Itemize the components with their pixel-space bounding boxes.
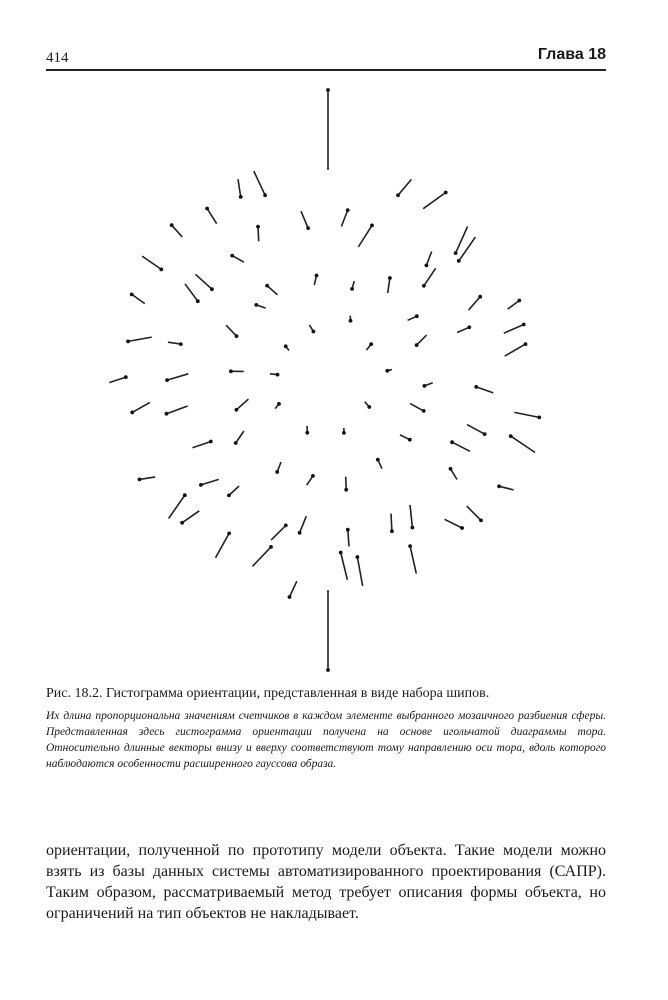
spike-dot <box>370 224 374 228</box>
spike-dot <box>356 555 360 559</box>
spike-needle <box>290 581 297 597</box>
spike-needle <box>341 553 348 580</box>
orientation-histogram-figure <box>0 80 668 680</box>
spike-dot <box>312 330 316 334</box>
spike-dot <box>170 223 174 227</box>
spike-needle <box>236 399 248 410</box>
spike-dot <box>209 440 213 444</box>
spike-needle <box>167 374 188 380</box>
spike-dot <box>165 412 169 416</box>
spike-needle <box>358 225 372 247</box>
spike-needle <box>254 171 265 195</box>
spike-needle <box>357 557 362 586</box>
spike-needle <box>169 495 185 518</box>
spike-dot <box>474 385 478 389</box>
spike-dot <box>346 528 350 532</box>
spike-dot <box>234 441 238 445</box>
spike-dot <box>124 375 128 379</box>
spike-needle <box>452 442 470 451</box>
page-number: 414 <box>46 50 69 66</box>
spike-dot <box>235 334 239 338</box>
spike-needle <box>216 533 230 557</box>
spike-dot <box>339 551 343 555</box>
spike-dot <box>388 276 392 280</box>
spike-needle <box>508 301 520 310</box>
spike-dot <box>254 303 258 307</box>
spike-dot <box>275 470 279 474</box>
spike-needle <box>238 179 241 197</box>
spike-dot <box>350 287 354 291</box>
spike-needle <box>185 284 198 301</box>
spike-needle <box>456 227 468 254</box>
spike-dot <box>284 344 288 348</box>
spike-needle <box>398 179 411 195</box>
spike-needle <box>424 268 436 286</box>
spike-dot <box>183 493 187 497</box>
spike-needle <box>426 252 431 266</box>
spike-dot <box>344 488 348 492</box>
spike-dot <box>306 226 310 230</box>
spike-needle <box>410 505 412 528</box>
spike-dot <box>205 207 209 211</box>
spike-dot <box>408 438 412 442</box>
spike-dot <box>256 225 260 229</box>
spike-dot <box>311 474 315 478</box>
spike-dot <box>229 369 233 373</box>
spike-dot <box>454 251 458 255</box>
spike-needle <box>172 225 182 237</box>
spike-needle <box>196 274 212 289</box>
spike-needle <box>511 436 535 452</box>
spike-dot <box>126 340 130 344</box>
spike-dot <box>165 378 169 382</box>
spike-dot <box>315 274 319 278</box>
spike-dot <box>390 529 394 533</box>
spike-dot <box>298 531 302 535</box>
spike-needle <box>300 516 307 533</box>
spike-dot <box>415 314 419 318</box>
spike-needle <box>226 325 236 336</box>
spike-dot <box>349 319 353 323</box>
spike-needle <box>467 425 485 435</box>
spike-dot <box>478 295 482 299</box>
spike-dot <box>277 402 281 406</box>
spike-needle <box>267 286 277 295</box>
body-paragraph: ориентации, полученной по прототипу модели объекта. Такие модели можно взять из базы данных системы автоматизированного проектирования (САПР). Таким образом, рассматриваемый метод требует описания формы объекта, но ограничений на тип объектов не накладывает. <box>46 842 606 922</box>
spike-dot <box>408 544 412 548</box>
spike-dot <box>457 259 461 263</box>
spike-needle <box>128 337 152 341</box>
spike-dot <box>425 264 429 268</box>
spike-dot <box>415 343 419 347</box>
spike-dot <box>537 416 541 420</box>
spike-dot <box>326 88 330 92</box>
spike-dot <box>396 193 400 197</box>
spike-needle <box>469 297 481 310</box>
spike-dot <box>130 411 134 415</box>
spike-dot <box>305 431 309 435</box>
spike-needle <box>391 514 392 532</box>
spike-dot <box>517 299 521 303</box>
spike-dot <box>423 384 427 388</box>
spike-needle <box>132 294 145 303</box>
spike-dot <box>269 545 273 549</box>
spike-needle <box>301 211 308 228</box>
spike-dot <box>263 193 267 197</box>
spike-needle <box>457 327 469 332</box>
spike-dot <box>483 432 487 436</box>
spike-dot <box>199 483 203 487</box>
spike-needle <box>514 412 539 417</box>
spike-dot <box>130 293 134 297</box>
spike-dot <box>376 458 380 462</box>
spike-needle <box>167 406 188 414</box>
spike-needle <box>193 442 211 448</box>
spike-dot <box>449 467 453 471</box>
spike-dot <box>422 284 426 288</box>
spike-dot <box>479 519 483 523</box>
spike-dot <box>210 287 214 291</box>
spike-dot <box>524 342 528 346</box>
figure-caption-body: Их длина пропорциональна значениям счетчиков в каждом элементе выбранного мозаичного разбиения сферы. Представленная здесь гистограмма ориентации получена на основе игольчатой диаграммы тора. Относительно длинные векторы внизу и вверху соответствуют тому направлению оси тора, вдоль которого наблюдаются особенности расширенного гауссова образа. <box>46 710 606 770</box>
spike-needle <box>341 210 347 226</box>
spike-dot <box>342 431 346 435</box>
spike-needle <box>476 387 493 393</box>
spike-dot <box>288 595 292 599</box>
spike-needle <box>388 278 390 293</box>
spike-dot <box>235 408 239 412</box>
spike-needle <box>504 325 524 334</box>
spike-dot <box>227 532 231 536</box>
spike-dot <box>179 342 183 346</box>
spike-needle <box>109 377 126 383</box>
spike-needle <box>232 256 244 263</box>
spike-needle <box>410 404 424 411</box>
spike-needle <box>505 344 526 356</box>
spike-needle <box>207 209 217 224</box>
spike-dot <box>276 373 280 377</box>
spike-dot <box>284 524 288 528</box>
spike-dot <box>346 208 350 212</box>
spike-dot <box>497 484 501 488</box>
spike-needle <box>445 519 463 528</box>
spike-dot <box>522 323 526 327</box>
spike-dot <box>509 434 513 438</box>
spike-needle <box>168 342 181 344</box>
spike-needle <box>258 227 259 242</box>
spike-needle <box>229 486 239 495</box>
spike-needle <box>201 479 219 485</box>
spike-needle <box>423 193 446 209</box>
spike-dot <box>326 668 330 672</box>
spike-needle <box>499 486 513 490</box>
spike-dot <box>467 325 471 329</box>
spike-needle <box>417 335 427 345</box>
spike-needle <box>132 402 150 412</box>
spike-dot <box>230 254 234 258</box>
spike-dot <box>444 191 448 195</box>
spike-needle <box>182 511 199 523</box>
chapter-title: Глава 18 <box>537 46 606 63</box>
spike-dot <box>411 526 415 530</box>
spike-dot <box>196 299 200 303</box>
figure-caption-title: Рис. 18.2. Гистограмма ориентации, представленная в виде набора шипов. <box>46 686 490 701</box>
spike-dot <box>367 405 371 409</box>
spike-needle <box>253 547 272 566</box>
spike-dot <box>138 478 142 482</box>
spike-dot <box>180 521 184 525</box>
spike-needle <box>236 431 244 443</box>
spike-needle <box>467 506 481 520</box>
spike-needle <box>346 477 347 490</box>
spike-dot <box>227 494 231 498</box>
spike-dot <box>369 342 373 346</box>
spike-dot <box>265 284 269 288</box>
spike-dot <box>422 409 426 413</box>
spike-needle <box>142 256 161 269</box>
spike-dot <box>159 268 163 272</box>
spike-needle <box>348 530 349 547</box>
spike-dot <box>239 195 243 199</box>
spike-dot <box>385 369 389 373</box>
spike-dot <box>460 526 464 530</box>
spike-needle <box>271 525 286 540</box>
spike-needle <box>410 546 416 574</box>
spike-needle <box>140 477 156 480</box>
spike-dot <box>450 440 454 444</box>
header-divider <box>46 69 606 71</box>
